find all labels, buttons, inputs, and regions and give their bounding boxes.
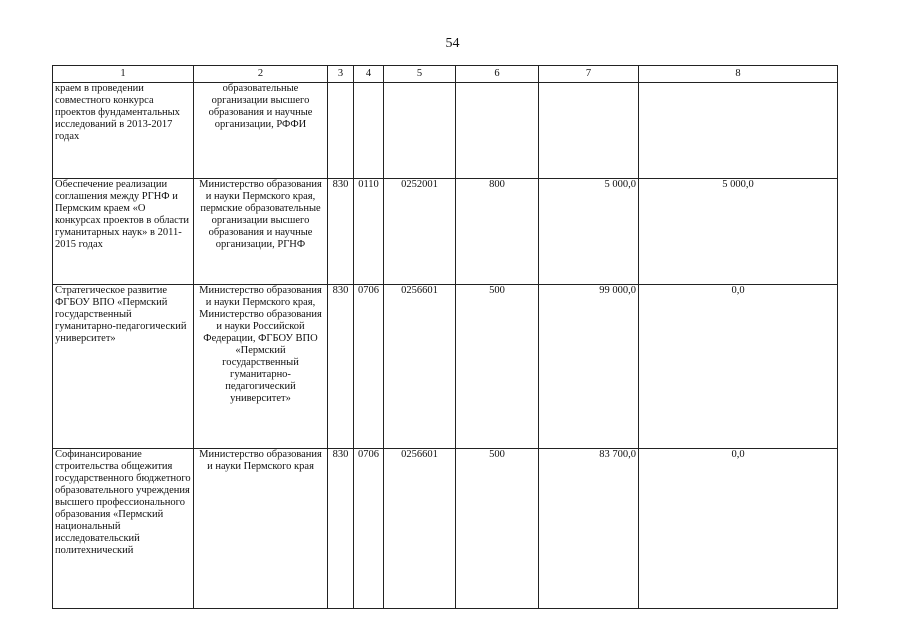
row-col-7: 83 700,0 bbox=[539, 449, 639, 609]
row-col-4: 0110 bbox=[354, 179, 384, 285]
row-col-3: 830 bbox=[328, 179, 354, 285]
header-col-8: 8 bbox=[639, 66, 838, 83]
row-col-6: 500 bbox=[456, 449, 539, 609]
header-col-6: 6 bbox=[456, 66, 539, 83]
row-col-6: 500 bbox=[456, 285, 539, 449]
row-col-8: 0,0 bbox=[639, 285, 838, 449]
table-row bbox=[53, 449, 838, 609]
budget-table bbox=[52, 65, 838, 609]
row-col-3: 830 bbox=[328, 285, 354, 449]
row-col-5: 0256601 bbox=[384, 449, 456, 609]
row-col-3: 830 bbox=[328, 449, 354, 609]
row-col-7: 5 000,0 bbox=[539, 179, 639, 285]
row-col-4 bbox=[354, 83, 384, 179]
row-name: краем в проведении совместного конкурса проектов фундаментальных исследований в 2013-2017 годах bbox=[53, 83, 194, 179]
header-col-5: 5 bbox=[384, 66, 456, 83]
row-name: Стратегическое развитие ФГБОУ ВПО «Пермский государственный гуманитарно-педагогический университет» bbox=[53, 285, 194, 449]
row-executor: Министерство образования и науки Пермского края, Министерство образования и науки Российской Федерации, ФГБОУ ВПО «Пермский государственный гуманитарно-педагогический университет» bbox=[194, 285, 328, 449]
row-col-5: 0252001 bbox=[384, 179, 456, 285]
row-name: Обеспечение реализации соглашения между РГНФ и Пермским краем «О конкурсах проектов в области гуманитарных наук» в 2011-2015 годах bbox=[53, 179, 194, 285]
row-col-8: 0,0 bbox=[639, 449, 838, 609]
header-col-4: 4 bbox=[354, 66, 384, 83]
row-executor: Министерство образования и науки Пермского края bbox=[194, 449, 328, 609]
row-col-8 bbox=[639, 83, 838, 179]
table-row bbox=[53, 285, 838, 449]
row-col-6 bbox=[456, 83, 539, 179]
row-executor: образовательные организации высшего образования и научные организации, РФФИ bbox=[194, 83, 328, 179]
table-row bbox=[53, 83, 838, 179]
row-col-5: 0256601 bbox=[384, 285, 456, 449]
page-number: 54 bbox=[445, 36, 460, 51]
header-col-7: 7 bbox=[539, 66, 639, 83]
row-col-8: 5 000,0 bbox=[639, 179, 838, 285]
row-col-6: 800 bbox=[456, 179, 539, 285]
table-row bbox=[53, 179, 838, 285]
header-col-1: 1 bbox=[53, 66, 194, 83]
row-col-7: 99 000,0 bbox=[539, 285, 639, 449]
row-col-4: 0706 bbox=[354, 285, 384, 449]
row-col-4: 0706 bbox=[354, 449, 384, 609]
row-executor: Министерство образования и науки Пермского края, пермские образовательные организации высшего образования и научные организации, РГНФ bbox=[194, 179, 328, 285]
header-col-3: 3 bbox=[328, 66, 354, 83]
header-col-2: 2 bbox=[194, 66, 328, 83]
header-row bbox=[53, 66, 838, 83]
row-col-3 bbox=[328, 83, 354, 179]
row-col-5 bbox=[384, 83, 456, 179]
row-name: Софинансирование строительства общежития государственного бюджетного образовательного учреждения высшего профессионального образования «Пермский национальный исследовательский политехнический bbox=[53, 449, 194, 609]
row-col-7 bbox=[539, 83, 639, 179]
